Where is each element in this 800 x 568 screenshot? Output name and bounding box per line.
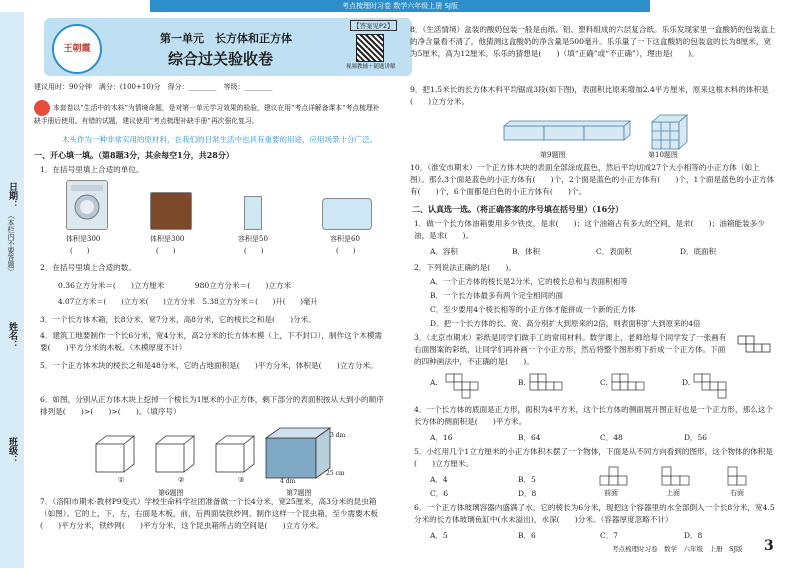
- page-footer: 考点梳理时习卷 数学 六年级 上册 SJ版: [612, 545, 743, 553]
- question-10: 10．（淮安市期末）一个正方体木块的表面全部涂成蓝色，然后平均切成27个大小相等的小正方体（如上图）。那么3个面是蓝色的小正方体有( )个，2个面是蓝色的小正方体有( )个，1个面是蓝色的小正方体有( )个，6个面都是白色的小正方体有( )个。: [410, 163, 775, 196]
- figure-9-log: [500, 118, 660, 148]
- figure-6-cubes: [92, 432, 272, 478]
- figure-10-cube: [648, 112, 688, 152]
- fish-tank-image: [322, 198, 372, 230]
- mc5-view-top: 上面: [666, 489, 680, 497]
- exam-title: 综合过关验收卷: [168, 50, 274, 68]
- mc6-option-c[interactable]: C．7: [600, 531, 619, 540]
- mc-question-5: 5．小红用几个1立方厘米的小正方体积木摆了一个物体，下面是从不同方向看到的图形，这个物体的体积是( )立方厘米。: [414, 447, 773, 468]
- q1-answer-4[interactable]: ( ): [336, 247, 356, 255]
- qr-code-icon[interactable]: [356, 34, 384, 62]
- q1-item-3-text: 容积是50: [238, 235, 268, 243]
- mc3-net-figure: [736, 334, 776, 360]
- q1-item-2-text: 体积是300: [150, 235, 185, 243]
- brand-logo: 王朝霞: [52, 24, 102, 74]
- mc3-option-a[interactable]: A.: [430, 378, 438, 387]
- info-icon: [34, 100, 50, 116]
- fig7-caption: 第7题图: [286, 489, 312, 497]
- name-label: 姓名：: [7, 322, 17, 349]
- mc1-option-d[interactable]: D．底面积: [680, 247, 717, 256]
- mc3-option-d[interactable]: D.: [682, 378, 691, 387]
- context-tagline: 木头作为一种非常实用的原材料，在我们的日常生活中也具有重要的用途，应用场景十分广泛。: [62, 135, 377, 144]
- page-number: 3: [764, 538, 774, 554]
- mc5-option-a[interactable]: A．4: [430, 475, 448, 484]
- question-2-line-2: 4.07立方米＝( )立方米( )立方分米 5.38立方分米＝( )升( )毫升: [58, 297, 318, 306]
- answer-reference: 【答案见P2】: [350, 20, 397, 31]
- question-3: 3．一个长方体木箱，长8分米，宽7分米，高8分米，它的棱长之和是( )分米。: [40, 315, 316, 324]
- mc-question-1: 1．做一个长方体油箱要用多少铁皮，是求( )；这个油箱占有多大的空间，是求( )；油箱能装多少油，是求( )。: [414, 219, 765, 240]
- sidebar: [0, 12, 24, 568]
- fig7-dim-width: 25 cm: [326, 470, 345, 477]
- mc5-option-b[interactable]: B．5: [518, 475, 536, 484]
- fig6-label-3: ③: [238, 476, 245, 484]
- q1-item-1-text: 体积是300: [66, 235, 101, 243]
- mc3-option-c[interactable]: C.: [600, 378, 608, 387]
- question-6: 6．如图，分别从正方体木块上挖掉一个棱长为1厘米的小正方体，剩下部分的表面积按从大到小的顺序排列是( )>( )>( )。（填序号）: [40, 395, 384, 416]
- question-1: 1．在括号里填上合适的单位。: [40, 165, 144, 174]
- qr-label: 视频教辅＋随题讲解: [346, 64, 396, 70]
- fig6-label-1: ①: [118, 476, 125, 484]
- section-1-heading: 一、开心填一填。（第8题3分，其余每空1分，共28分）: [34, 150, 234, 160]
- q1-item-4-text: 容积是60: [330, 235, 360, 243]
- mc5-option-d[interactable]: D．8: [518, 489, 537, 498]
- fig6-caption: 第6题图: [158, 489, 184, 497]
- mc2-option-b[interactable]: B．一个长方体最多有两个完全相同的面: [430, 291, 564, 300]
- mc3-option-b[interactable]: B.: [518, 378, 526, 387]
- question-5: 5．一个正方体木块的棱长之和是48分米，它的占地面积是( )平方分米，体积是( )立方分米。: [40, 361, 378, 370]
- exam-meta: 建议用时：90分钟 满分：(100+10)分 得分：________ 等级：________: [34, 83, 273, 91]
- intro-note: [34, 100, 382, 127]
- question-7: 7．（洛阳市期末·教材P9变式）学校生命科学社团准备做一个长4分米，宽25厘米，高3分米的昆虫箱（如图）。它的上，下，左，右面是木板，前，后两面装铁纱网。制作这样一个昆虫箱，至少需要木板( )平方分米，铁纱网( )平方分米，这个昆虫箱所占的空间是( )立方分米。: [40, 497, 378, 530]
- mc4-option-b[interactable]: B．64: [518, 433, 541, 442]
- top-banner: 考点梳理时习卷 数学六年级上册 SJ版: [150, 0, 650, 12]
- class-label: 班级：: [7, 437, 17, 464]
- mc4-option-d[interactable]: D．56: [684, 433, 708, 442]
- washing-machine-image: [66, 180, 108, 230]
- mc-question-3: 3．（北京市期末）彩纸是同学们做手工的常用材料。数学课上，老师给每个同学发了一张画有右面图案的彩纸，让同学们再补画一个小正方形，然后将整个图形剪下折成一个正方体。下面的四种画法中，不正确的是( )。: [414, 333, 727, 366]
- mc2-option-a[interactable]: A．一个正方体的棱长是2分米，它的棱长总和与表面积相等: [430, 277, 628, 286]
- mc6-option-b[interactable]: B．6: [518, 531, 536, 540]
- q1-answer-1[interactable]: ( ): [70, 247, 90, 255]
- question-2: 2．在括号里填上合适的数。: [40, 263, 136, 272]
- mc5-option-c[interactable]: C．6: [430, 489, 449, 498]
- mc4-option-a[interactable]: A．16: [430, 433, 453, 442]
- q1-answer-2[interactable]: ( ): [156, 247, 176, 255]
- question-2-line-1: 0.36立方分米＝( )立方厘米 980立方分米＝( )立方米: [58, 281, 292, 290]
- pencil-case-image: [244, 196, 262, 230]
- fig7-dim-length: 4 dm: [280, 478, 296, 485]
- sidebar-note: （本栏内不要答题）: [7, 212, 15, 275]
- mc-question-4: 4．一个长方体的底面是正方形，面积为4平方米，这个长方体的侧面展开图正好也是一个正方形，那么这个长方体的侧面积是( )平方米。: [414, 405, 773, 426]
- date-label: 日期：: [7, 182, 17, 209]
- mc2-option-d[interactable]: D．把一个长方体的长、宽、高分别扩大到原来的2倍，则表面积扩大到原来的4倍: [430, 319, 701, 328]
- fig7-dim-height: 3 dm: [330, 432, 346, 439]
- mc5-view-front: 前面: [604, 489, 618, 497]
- mc4-option-c[interactable]: C．48: [600, 433, 623, 442]
- fig9-caption: 第9题图: [540, 151, 566, 159]
- mc1-option-c[interactable]: C．表面积: [596, 247, 632, 256]
- question-8: 8．（生活情境）盒装的酸奶包装一般是由纸、铝、塑料组成的六层复合纸。乐乐发现家里一盒酸奶的包装盒上的净含量看不清了，他猜测这盒酸奶的净含量是500毫升。乐乐量了一下这盒酸奶的包装盒的长为8厘米，宽为5厘米，高为12厘米。乐乐的猜想是( )（填“正确”或“不正确”），理由是( )。: [410, 25, 776, 58]
- q1-answer-3[interactable]: ( ): [244, 247, 264, 255]
- unit-title: 第一单元 长方体和正方体: [160, 32, 292, 45]
- mc6-option-d[interactable]: D．8: [684, 531, 703, 540]
- fig6-label-2: ②: [178, 476, 185, 484]
- section-2-heading: 二、认真选一选。（将正确答案的序号填在括号里）（16分）: [412, 204, 624, 214]
- mc1-option-a[interactable]: A．容积: [430, 247, 458, 256]
- mc5-views-figure: [598, 464, 778, 488]
- mc1-option-b[interactable]: B．体积: [512, 247, 541, 256]
- mc3-option-nets: [444, 372, 774, 400]
- mc6-option-a[interactable]: A．5: [430, 531, 448, 540]
- question-4: 4．建筑工地要制作一个长6分米，宽4分米，高2分米的长方体木模（上，下不封口），制作这个木模需要( )平方分米的木板。（木模厚度不计）: [40, 331, 383, 352]
- mc5-view-right: 右面: [730, 489, 744, 497]
- intro-text: 本套卷以“生活中的木料”为情境命题，是对第一单元学习效果的检验，建议在用“考点详解备课本”考点梳理补缺手册后使用。有错的试题，建议使用“考点梳理补缺手册”再次强化复习。: [34, 104, 380, 125]
- fig10-caption: 第10题图: [648, 151, 678, 159]
- question-9: 9．把1.5米长的长方体木料平均锯成3段(如下图)，表面积比原来增加2.4平方厘米，原来这根木料的体积是( )立方分米。: [410, 85, 769, 106]
- wood-box-image: [150, 192, 192, 230]
- mc-question-2: 2．下列说法正确的是( )。: [414, 263, 516, 272]
- mc2-option-c[interactable]: C．至少要用4个棱长相等的小正方体才能拼成一个新的正方体: [430, 305, 636, 314]
- mc-question-6: 6．一个正方体玻璃容器内盛满了水，它的棱长为6分米，现把这个容器里的水全部倒入一个长8分米，宽4.5分米的长方体玻璃鱼缸中(水未溢出)，水深( )分米。（容器厚度忽略不计）: [414, 503, 775, 524]
